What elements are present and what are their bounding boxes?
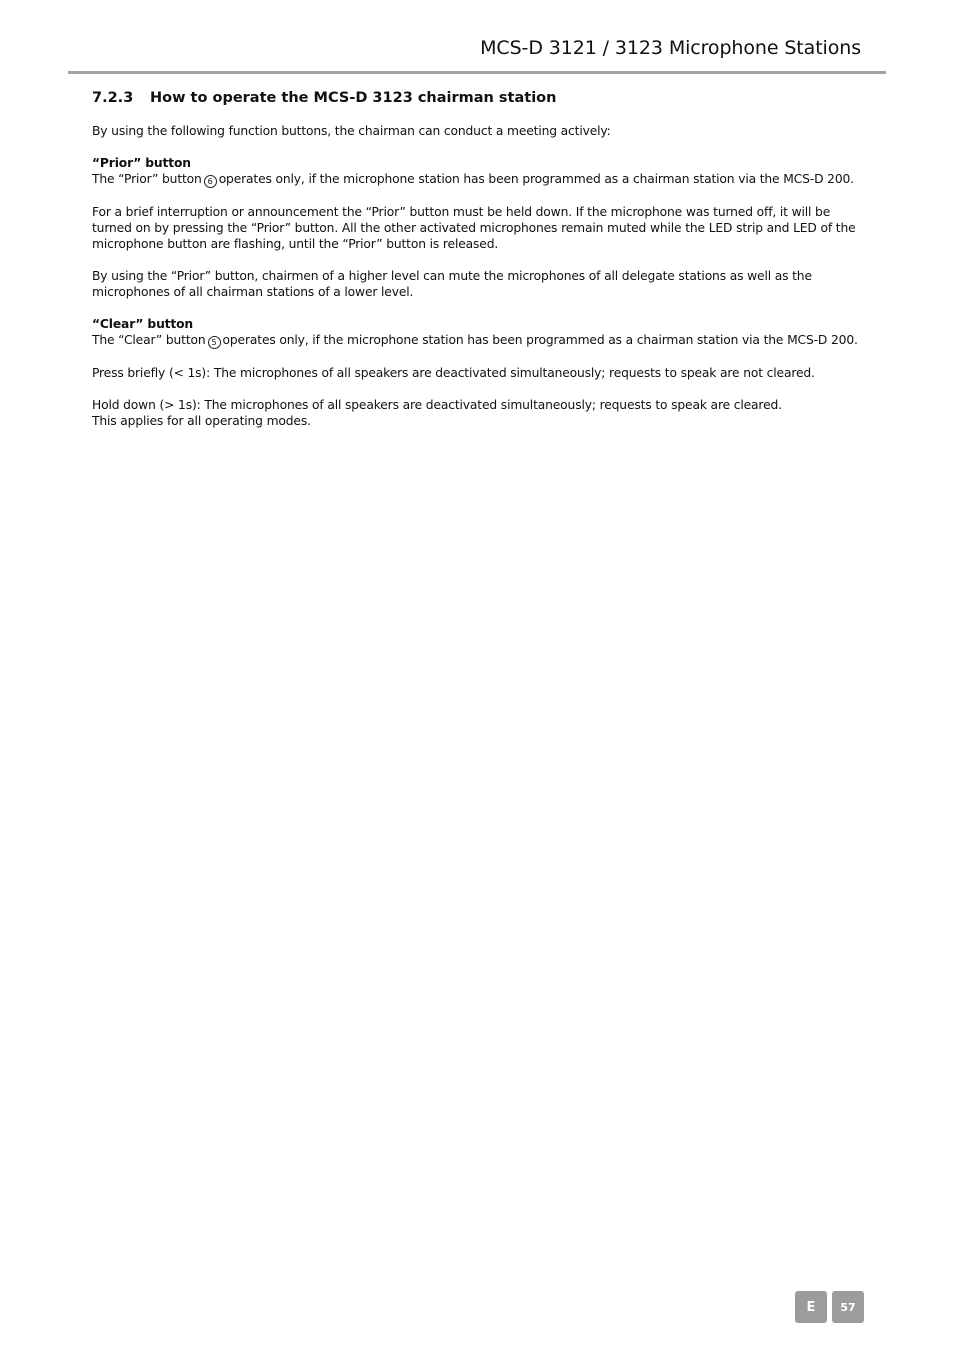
clear-paragraph-1 bbox=[92, 332, 872, 349]
header-divider bbox=[68, 71, 886, 74]
prior-paragraph-3: By using the “Prior” button, chairmen of a higher level can mute the microphones of all delegate stations as well as the microphones of all chairman stations of a lower level. bbox=[92, 269, 812, 299]
section-number: 7.2.3 bbox=[92, 90, 134, 106]
section-title: How to operate the MCS-D 3123 chairman station bbox=[150, 90, 557, 106]
prior-button-heading: “Prior” button bbox=[92, 156, 191, 170]
prior-paragraph-2: For a brief interruption or announcement the “Prior” button must be held down. If the microphone was turned off, it will be turned on by pressing the “Prior” button. All the other activated microphones remain muted while the LED strip and LED of the microphone button are flashing, until the “Prior” button is released. bbox=[92, 205, 856, 251]
clear-paragraph-3-line-1: Hold down (> 1s): The microphones of all speakers are deactivated simultaneously; requests to speak are cleared. bbox=[92, 398, 782, 412]
document-body bbox=[92, 88, 872, 429]
clear-button-heading: “Clear” button bbox=[92, 317, 194, 331]
intro-paragraph: By using the following function buttons, the chairman can conduct a meeting actively: bbox=[92, 124, 611, 138]
circled-number-6-icon: 6 bbox=[204, 175, 217, 188]
clear-p1-before: The “Clear” button bbox=[92, 333, 206, 347]
clear-p1-after: operates only, if the microphone station has been programmed as a chairman station via the MCS-D 200. bbox=[222, 333, 858, 347]
circled-number-5-icon: 5 bbox=[208, 336, 221, 349]
prior-paragraph-1 bbox=[92, 171, 872, 188]
clear-paragraph-2: Press briefly (< 1s): The microphones of all speakers are deactivated simultaneously; requests to speak are not cleared. bbox=[92, 366, 815, 380]
language-badge: E bbox=[795, 1291, 827, 1323]
page-footer-badges bbox=[795, 1291, 864, 1323]
prior-p1-after: operates only, if the microphone station has been programmed as a chairman station via the MCS-D 200. bbox=[218, 172, 854, 186]
prior-p1-before: The “Prior” button bbox=[92, 172, 202, 186]
page-number-badge: 57 bbox=[832, 1291, 864, 1323]
document-header-title: MCS-D 3121 / 3123 Microphone Stations bbox=[480, 37, 861, 59]
clear-paragraph-3-line-2: This applies for all operating modes. bbox=[92, 414, 311, 428]
section-heading bbox=[92, 88, 872, 108]
